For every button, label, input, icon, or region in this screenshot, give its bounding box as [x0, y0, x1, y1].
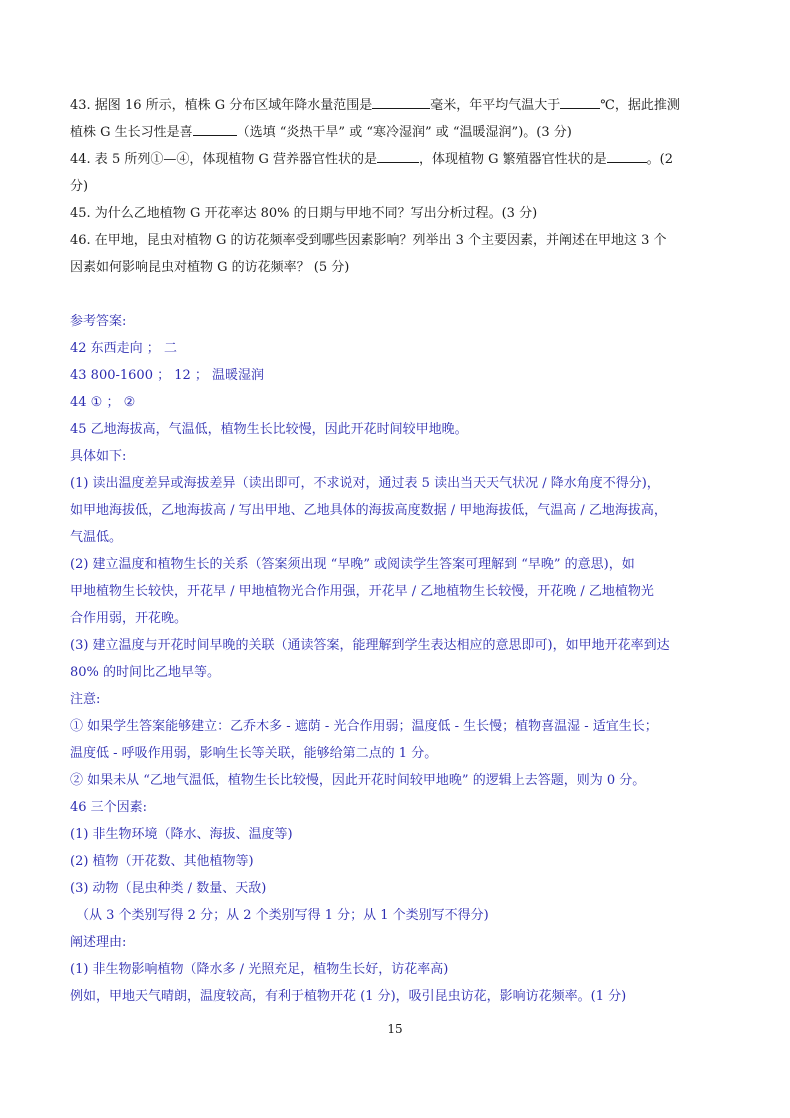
- answer-44: 44 ① ； ②: [70, 395, 136, 410]
- q43-text-e: （选填 “炎热干旱” 或 “寒冷湿润” 或 “温暖湿润”)。(3 分): [236, 125, 572, 140]
- question-44-line-1: [70, 146, 725, 173]
- answer-43: 43 800-1600 ； 12 ； 温暖湿润: [70, 368, 265, 383]
- q43-text-c: ℃，据此推测: [600, 98, 680, 113]
- factor-3: (3) 动物（昆虫种类 / 数量、天敌): [70, 881, 267, 896]
- blank-reproductive: [607, 150, 647, 163]
- reason-heading: 阐述理由:: [70, 935, 127, 950]
- factor-2: (2) 植物（开花数、其他植物等): [70, 854, 254, 869]
- q43-text-b: 毫米，年平均气温大于: [430, 98, 561, 113]
- page-number: 15: [387, 1022, 403, 1036]
- answers-heading: 参考答案:: [70, 314, 127, 329]
- blank-precipitation: [372, 96, 430, 109]
- document-page: [70, 92, 725, 1010]
- scoring-note: （从 3 个类别写得 2 分；从 2 个类别写得 1 分；从 1 个类别写不得分): [76, 908, 489, 923]
- answer-46: 46 三个因素:: [70, 800, 148, 815]
- detail-1-line-1: (1) 读出温度差异或海拔差异（读出即可，不求说对，通过表 5 读出当天天气状况 / 降水角度不得分)，: [70, 476, 660, 491]
- detail-1-line-3: 气温低。: [70, 530, 123, 545]
- q43-text-a: 43. 据图 16 所示，植株 G 分布区域年降水量范围是: [70, 98, 373, 113]
- note-2: ② 如果未从 “乙地气温低，植物生长比较慢，因此开花时间较甲地晚” 的逻辑上去答题，则为 0 分。: [70, 773, 646, 788]
- details-heading: 具体如下:: [70, 449, 127, 464]
- detail-3-line-2: 80% 的时间比乙地早等。: [70, 665, 221, 680]
- q44-text-b: ，体现植物 G 繁殖器官性状的是: [419, 152, 607, 167]
- answer-45: 45 乙地海拔高，气温低，植物生长比较慢，因此开花时间较甲地晚。: [70, 422, 468, 437]
- detail-1-line-2: 如甲地海拔低，乙地海拔高 / 写出甲地、乙地具体的海拔高度数据 / 甲地海拔低，气温高 / 乙地海拔高，: [70, 503, 667, 518]
- question-43-line-1: [70, 92, 725, 119]
- question-45: 45. 为什么乙地植物 G 开花率达 80% 的日期与甲地不同？写出分析过程。(3 分): [70, 206, 538, 221]
- reason-1-example: 例如，甲地天气晴朗，温度较高，有利于植物开花 (1 分)，吸引昆虫访花，影响访花频率。(1 分): [70, 989, 627, 1004]
- note-1-line-1: ① 如果学生答案能够建立：乙乔木多 - 遮荫 - 光合作用弱；温度低 - 生长慢；植物喜温湿 - 适宜生长；: [70, 719, 658, 734]
- section-spacer: [70, 281, 725, 308]
- q44-text-a: 44. 表 5 所列①—④，体现植物 G 营养器官性状的是: [70, 152, 377, 167]
- q43-text-d: 植株 G 生长习性是喜: [70, 125, 193, 140]
- notes-heading: 注意:: [70, 692, 101, 707]
- note-1-line-2: 温度低 - 呼吸作用弱，影响生长等关联，能够给第二点的 1 分。: [70, 746, 438, 761]
- detail-2-line-2: 甲地植物生长较快，开花早 / 甲地植物光合作用强，开花早 / 乙地植物生长较慢，开花晚 / 乙地植物光: [70, 584, 654, 599]
- answer-42: 42 东西走向 ； 二: [70, 341, 177, 356]
- reason-1: (1) 非生物影响植物（降水多 / 光照充足，植物生长好，访花率高): [70, 962, 449, 977]
- detail-2-line-3: 合作用弱，开花晚。: [70, 611, 188, 626]
- question-46-line-2: 因素如何影响昆虫对植物 G 的访花频率？ (5 分): [70, 260, 350, 275]
- question-44-line-2: 分): [70, 179, 89, 194]
- question-46-line-1: 46. 在甲地，昆虫对植物 G 的访花频率受到哪些因素影响？列举出 3 个主要因素，并阐述在甲地这 3 个: [70, 233, 667, 248]
- blank-habit: [193, 123, 237, 136]
- detail-2-line-1: (2) 建立温度和植物生长的关系（答案须出现 “早晚” 或阅读学生答案可理解到 “早晚” 的意思)，如: [70, 557, 635, 572]
- blank-temperature: [560, 96, 600, 109]
- q44-text-c: 。(2: [646, 152, 673, 167]
- factor-1: (1) 非生物环境（降水、海拔、温度等): [70, 827, 293, 842]
- question-43-line-2: [70, 119, 725, 146]
- blank-vegetative: [377, 150, 419, 163]
- detail-3-line-1: (3) 建立温度与开花时间早晚的关联（通读答案，能理解到学生表达相应的意思即可)，如甲地开花率到达: [70, 638, 670, 653]
